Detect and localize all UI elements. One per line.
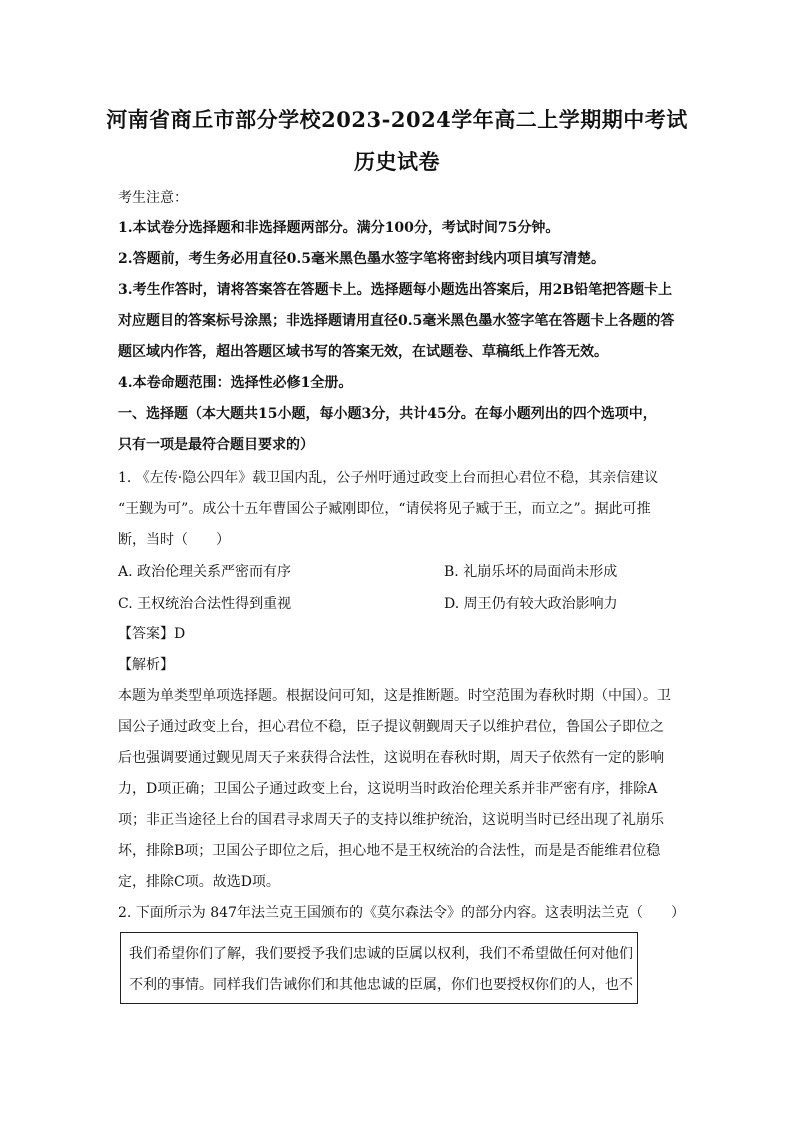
- question-1-stem-line-1: 1. 《左传·隐公四年》载卫国内乱，公子州吁通过政变上台而担心君位不稳，其亲信建议: [118, 470, 659, 486]
- question-2-source-line-2: 不利的事情。同样我们告诫你们和其他忠诚的臣属，你们也要授权你们的人，也不: [129, 977, 633, 993]
- question-1-analysis-line-1: 本题为单类型单项选择题。根据设问可知，这是推断题。时空范围为春秋时期（中国）。卫: [118, 688, 671, 704]
- question-2-source-box: [120, 932, 638, 1004]
- question-1-analysis-line-2: 国公子通过政变上台，担心君位不稳，臣子提议朝觐周天子以维护君位，鲁国公子即位之: [118, 719, 664, 735]
- question-1-analysis-heading: 【解析】: [118, 657, 174, 673]
- section-heading-line-1: 一、选择题（本大题共15小题，每小题3分，共计45分。在每小题列出的四个选项中，: [118, 406, 657, 422]
- exam-subject-title: 历史试卷: [354, 149, 440, 174]
- question-1-analysis-line-7: 定，排除C项。故选D项。: [118, 874, 280, 890]
- question-1-stem-line-2: “王觐为可”。成公十五年曹国公子臧刚即位，“请侯将见子臧于王，而立之”。据此可推: [118, 501, 651, 517]
- question-2-stem-line-1: 2. 下面所示为 847年法兰克王国颁布的《莫尔森法令》的部分内容。这表明法兰克（ ）: [118, 905, 685, 921]
- notice-item-2: 2.答题前，考生务必用直径0.5毫米黑色墨水签字笔将密封线内项目填写清楚。: [118, 251, 605, 267]
- section-heading-line-2: 只有一项是最符合题目要求的）: [118, 437, 314, 453]
- exam-title: 河南省商丘市部分学校2023-2024学年高二上学期期中考试: [106, 107, 688, 132]
- notice-item-4: 4.本卷命题范围：选择性必修1全册。: [118, 375, 353, 391]
- question-2-source-line-1: 我们希望你们了解，我们要授予我们忠诚的臣属以权利，我们不希望做任何对他们: [129, 946, 633, 962]
- question-1-option-c: C. 王权统治合法性得到重视: [118, 596, 292, 612]
- notice-item-1: 1.本试卷分选择题和非选择题两部分。满分100分，考试时间75分钟。: [118, 220, 560, 236]
- question-1-option-a: A. 政治伦理关系严密而有序: [118, 564, 292, 580]
- notice-item-3-line-2: 对应题目的答案标号涂黑；非选择题请用直径0.5毫米黑色墨水签字笔在答题卡上各题的答: [118, 313, 675, 329]
- question-1-analysis-line-5: 项；非正当途径上台的国君寻求周天子的支持以维护统治，这说明当时已经出现了礼崩乐: [118, 812, 664, 828]
- notice-item-3-line-1: 3.考生作答时，请将答案答在答题卡上。选择题每小题选出答案后，用2B铅笔把答题卡上: [118, 282, 673, 298]
- notice-item-3-line-3: 题区域内作答，超出答题区域书写的答案无效，在试题卷、草稿纸上作答无效。: [118, 344, 608, 360]
- question-1-option-b: B. 礼崩乐坏的局面尚未形成: [444, 564, 618, 580]
- question-1-answer: 【答案】D: [118, 626, 186, 642]
- notice-heading: 考生注意：: [118, 190, 188, 206]
- question-1-option-d: D. 周王仍有较大政治影响力: [444, 596, 618, 612]
- question-1-stem-line-3: 断，当时（ ）: [118, 532, 230, 548]
- question-1-analysis-line-6: 坏，排除B项；卫国公子即位之后，担心地不是王权统治的合法性，而是是否能维君位稳: [118, 843, 661, 859]
- question-1-analysis-line-3: 后也强调要通过觐见周天子来获得合法性，这说明在春秋时期，周天子依然有一定的影响: [118, 750, 664, 766]
- question-1-analysis-line-4: 力，D项正确；卫国公子通过政变上台，这说明当时政治伦理关系并非严密有序，排除A: [118, 781, 658, 797]
